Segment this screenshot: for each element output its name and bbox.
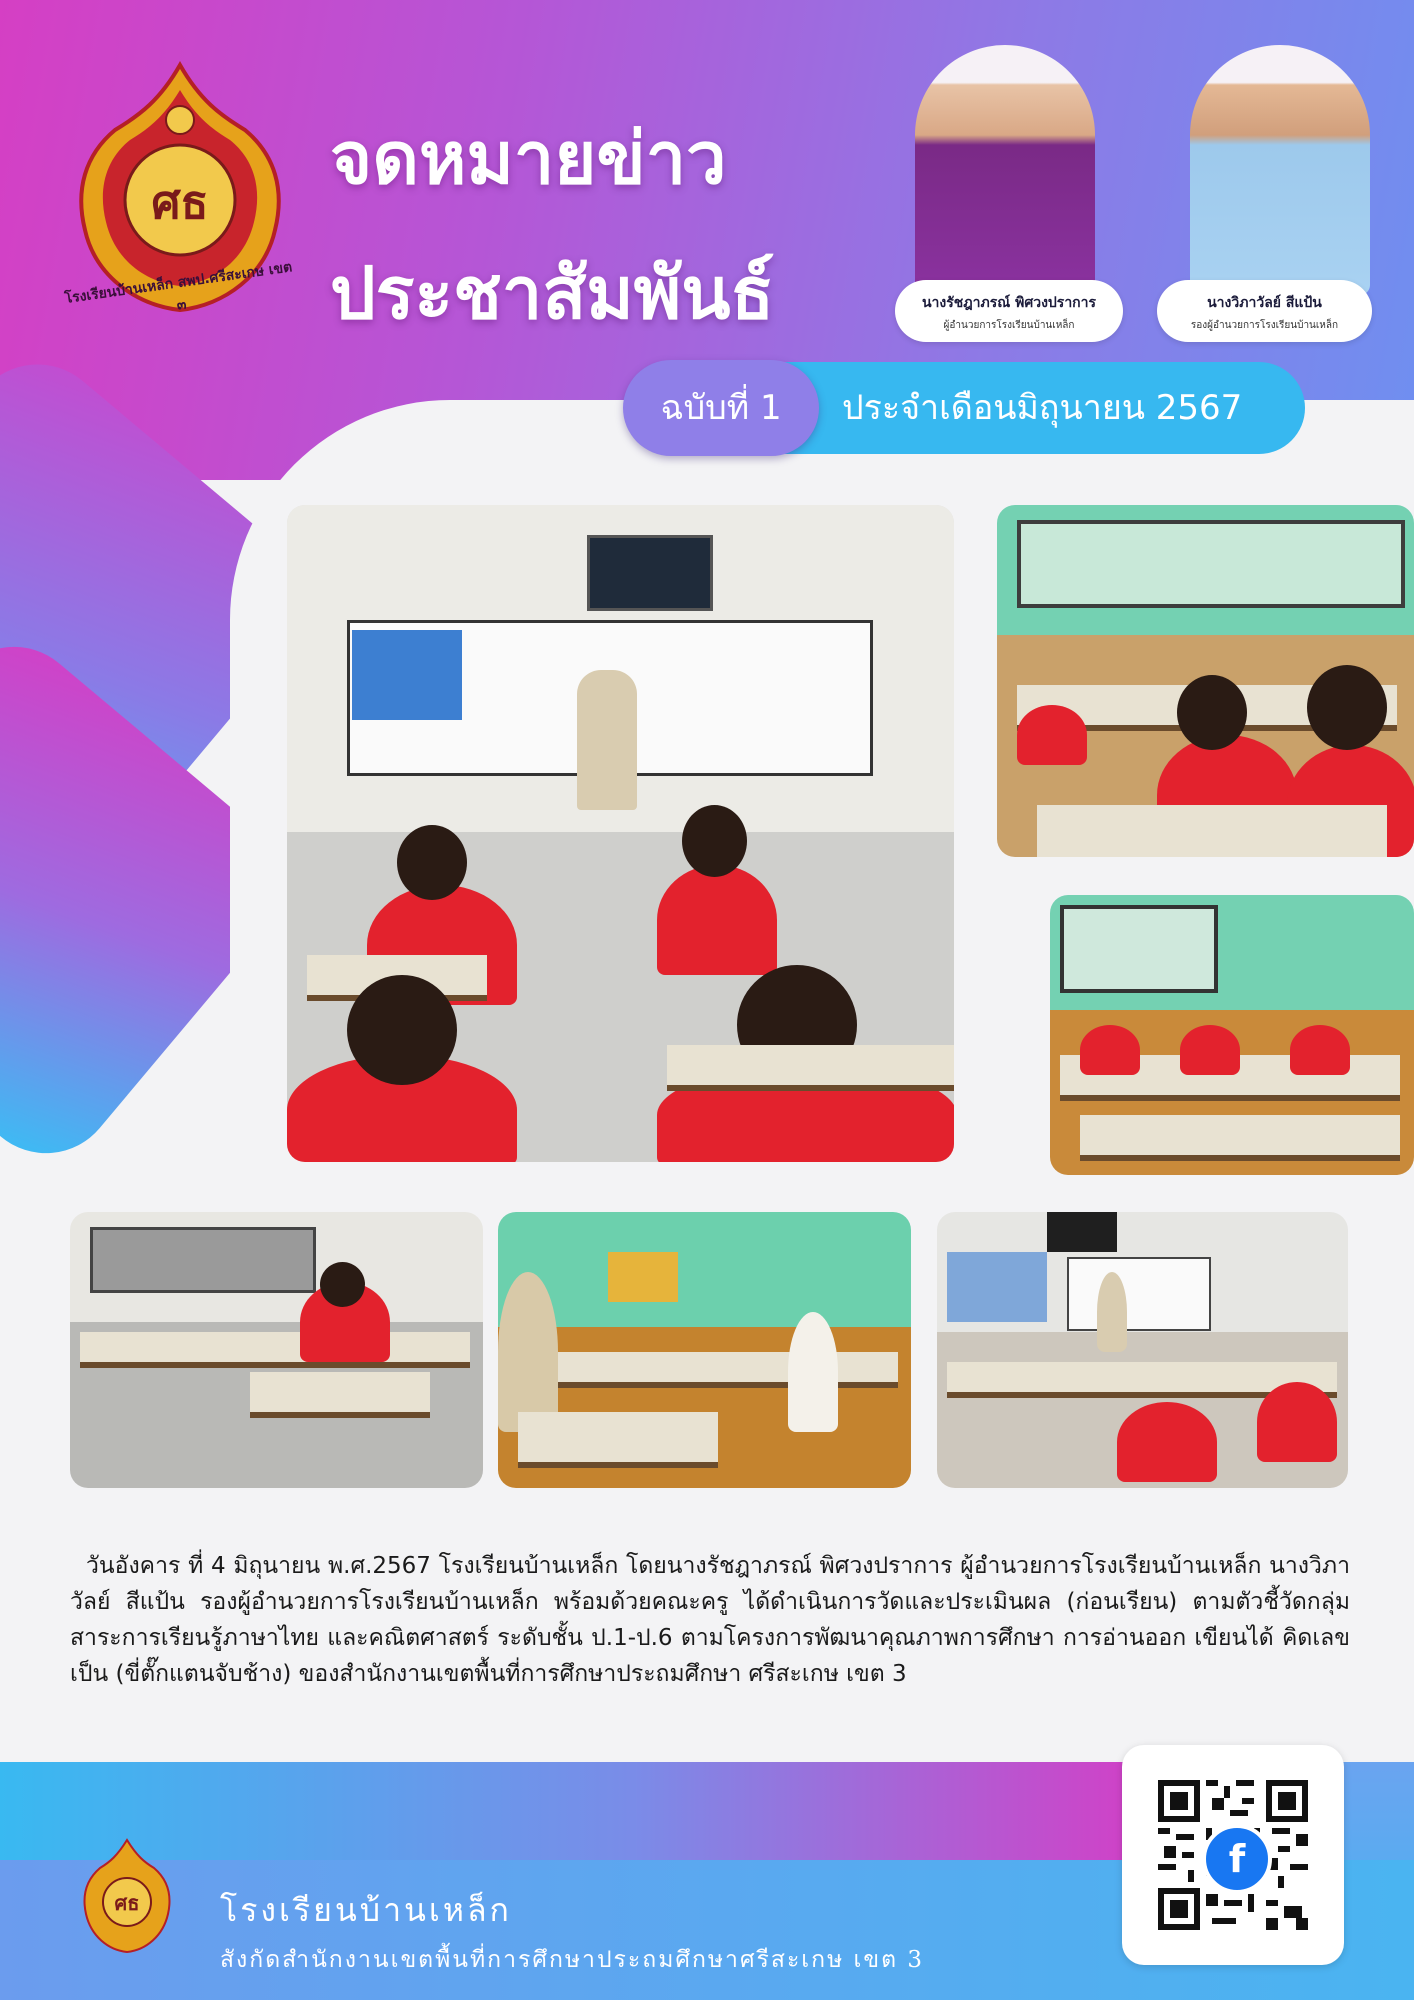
- logo-text: โรงเรียนบ้านเหล็ก สพป.ศรีสะเกษ เขต ๓: [63, 259, 294, 314]
- deputy-director-name: นางวิภาวัลย์ สีแป้น: [1207, 295, 1322, 311]
- classroom-photo-bottom-middle: [498, 1212, 911, 1488]
- footer-school-emblem-icon: [82, 1838, 172, 1958]
- classroom-photo-main: [287, 505, 954, 1162]
- newsletter-title: จดหมายข่าว: [330, 116, 727, 200]
- director-name-card: [895, 280, 1123, 342]
- director-photo: [915, 45, 1095, 295]
- issue-month: ประจำเดือนมิถุนายน 2567: [842, 388, 1243, 428]
- classroom-photo-right-middle: [1050, 895, 1414, 1175]
- footer-affiliation: สังกัดสำนักงานเขตพื้นที่การศึกษาประถมศึกษาศรีสะเกษ เขต 3: [220, 1947, 925, 1973]
- facebook-icon[interactable]: f: [1202, 1824, 1272, 1894]
- director-name: นางรัชฎาภรณ์ พิศวงปราการ: [921, 295, 1097, 311]
- footer-band: [0, 1762, 1150, 1862]
- article-paragraph: วันอังคาร ที่ 4 มิถุนายน พ.ศ.2567 โรงเรียนบ้านเหล็ก โดยนางรัชฎาภรณ์ พิศวงปราการ ผู้อำนวยการโรงเรียนบ้านเหล็ก นางวิภาวัลย์ สีแป้น รองผู้อำนวยการโรงเรียนบ้านเหล็ก พร้อมด้วยคณะครู ได้ดำเนินการวัดและประเมินผล (ก่อนเรียน) ตามตัวชี้วัดกลุ่มสาระการเรียนรู้ภาษาไทย และคณิตศาสตร์ ระดับชั้น ป.1-ป.6 ตามโครงการพัฒนาคุณภาพการศึกษา การอ่านออก เขียนได้ คิดเลขเป็น (ขี่ตั๊กแตนจับช้าง) ของสำนักงานเขตพื้นที่การศึกษาประถมศึกษา ศรีสะเกษ เขต 3: [70, 1553, 1350, 1687]
- issue-number: ฉบับที่ 1: [623, 360, 819, 456]
- deputy-director-role: รองผู้อำนวยการโรงเรียนบ้านเหล็ก: [1190, 320, 1339, 331]
- svg-text:ศธ: ศธ: [151, 175, 209, 229]
- classroom-photo-bottom-left: [70, 1212, 483, 1488]
- deputy-director-photo: [1190, 45, 1370, 295]
- director-role: ผู้อำนวยการโรงเรียนบ้านเหล็ก: [943, 320, 1075, 331]
- classroom-photo-right-top: [997, 505, 1414, 857]
- deputy-director-name-card: [1157, 280, 1372, 342]
- school-emblem-icon: [63, 60, 294, 330]
- classroom-photo-bottom-right: [937, 1212, 1348, 1488]
- newsletter-subtitle: ประชาสัมพันธ์: [330, 251, 775, 335]
- svg-text:ศธ: ศธ: [114, 1891, 140, 1915]
- article-body: [70, 1548, 1350, 1692]
- footer-school-name: โรงเรียนบ้านเหล็ก: [220, 1891, 512, 1929]
